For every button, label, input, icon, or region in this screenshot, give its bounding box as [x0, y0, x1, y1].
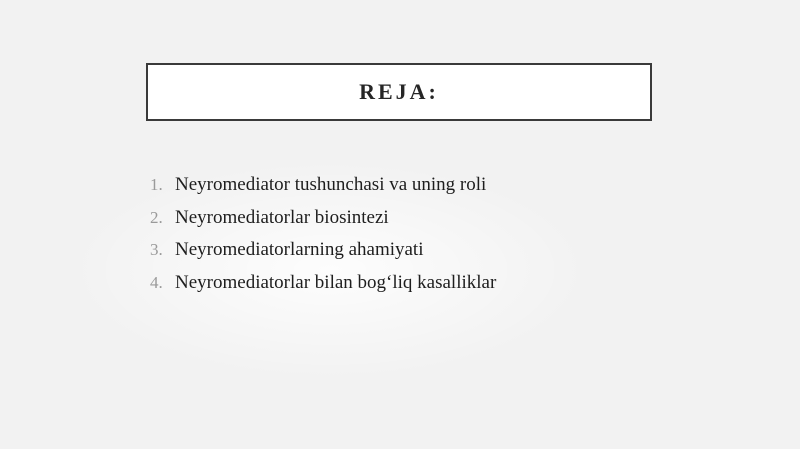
agenda-item [150, 239, 496, 272]
agenda-item-number: 4. [150, 272, 163, 292]
agenda-item-text: Neyromediator tushunchasi va uning roli [175, 174, 487, 195]
agenda-item [150, 272, 496, 305]
agenda-item-text: Neyromediatorlar biosintezi [175, 206, 389, 228]
agenda-item-number: 1. [150, 175, 163, 194]
agenda-item-text: Neyromediatorlar bilan bog‘liq kasalliklar [175, 271, 497, 293]
agenda-item [150, 207, 496, 240]
agenda-item-text: Neyromediatorlarning ahamiyati [175, 239, 424, 260]
agenda-list [150, 174, 496, 304]
agenda-item-number: 2. [150, 207, 163, 227]
agenda-item-number: 3. [150, 240, 163, 259]
agenda-item [150, 174, 496, 207]
slide-title: REJA: [359, 79, 439, 104]
title-box [146, 63, 652, 121]
